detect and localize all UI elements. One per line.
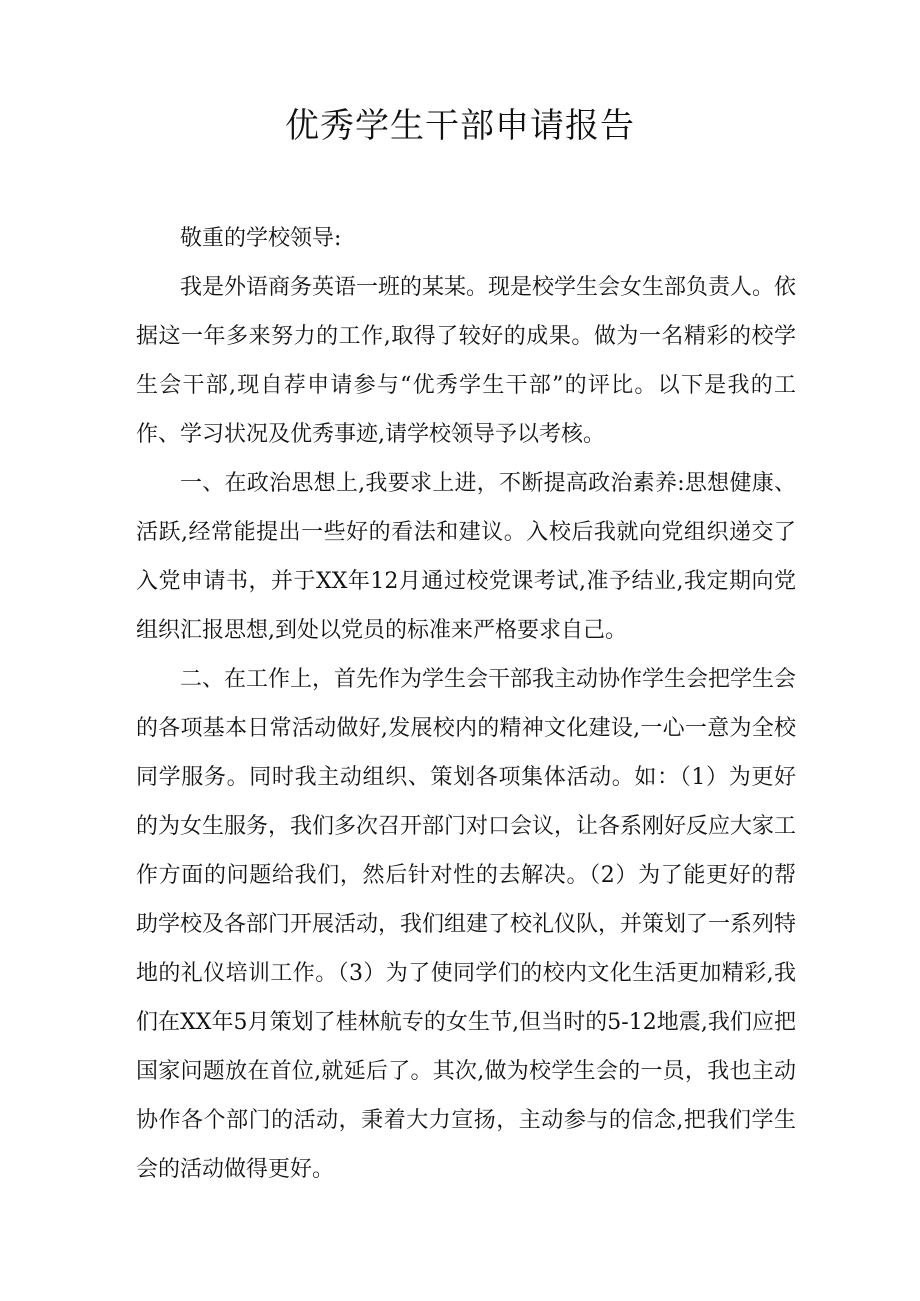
paragraph-introduction: 我是外语商务英语一班的某某。现是校学生会女生部负责人。依据这一年多来努力的工作,取得了较好的成果。做为一名精彩的校学生会干部,现自荐申请参与“优秀学生干部”的评比。以下是我的工作、学习状况及优秀事迹,请学校领导予以考核。	[136, 275, 797, 447]
paragraph-work: 二、在工作上，首先作为学生会干部我主动协作学生会把学生会的各项基本日常活动做好,发展校内的精神文化建设,一心一意为全校同学服务。同时我主动组织、策划各项集体活动。如：（1）为更好的为女生服务，我们多次召开部门对口会议，让各系刚好反应大家工作方面的问题给我们，然后针对性的去解决。（2）为了能更好的帮助学校及各部门开展活动，我们组建了校礼仪队，并策划了一系列特地的礼仪培训工作。（3）为了使同学们的校内文化生活更加精彩,我们在XX年5月策划了桂林航专的女生节,但当时的5-12地震,我们应把国家问题放在首位,就延后了。其次,做为校学生会的一员，我也主动协作各个部门的活动，秉着大力宣扬，主动参与的信念,把我们学生会的活动做得更好。	[136, 667, 797, 1182]
paragraph-political-thought: 一、在政治思想上,我要求上进，不断提高政治素养:思想健康、活跃,经常能提出一些好的看法和建议。入校后我就向党组织递交了入党申请书，并于XX年12月通过校党课考试,准予结业,我定期向党组织汇报思想,到处以党员的标准来严格要求自己。	[136, 471, 796, 643]
document-body	[136, 214, 796, 1194]
document-title: 优秀学生干部申请报告	[285, 106, 635, 146]
salutation: 敬重的学校领导:	[180, 226, 342, 251]
